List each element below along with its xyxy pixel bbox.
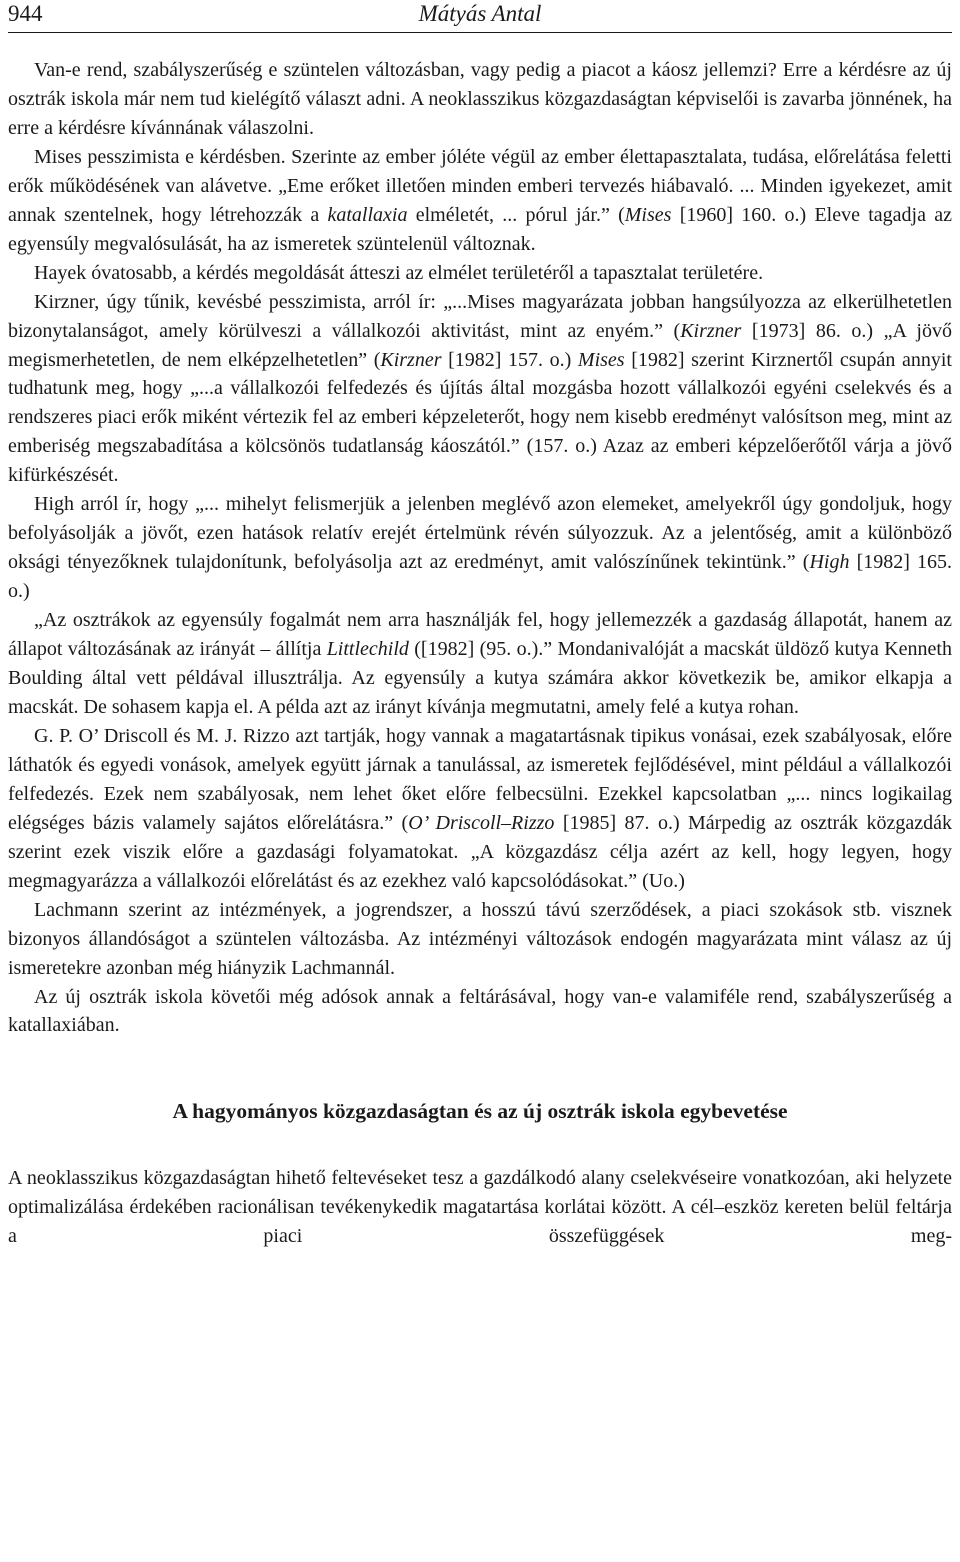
section-spacer [8,1040,952,1097]
citation-author: Mises [624,203,672,226]
citation-author: O’ Driscoll–Rizzo [408,811,555,834]
paragraph-5 [8,490,952,606]
text-run: [1982] szerint Kirznertől csupán annyit tudhatunk meg, hogy „...a vállalkozói felfedezés és újítás által mozgásba hozott vállalkozói egyéni cselekvés és a rendszeres piaci erők miként vértezik fel az emberi képzeleterőt, hogy nem kisebb eredményt valósítson meg, mint az emberiség megszabadítása a kölcsönös tudatlanság káoszától.” (157. o.) Azaz az emberi képzelőerőtől várja a jövő kifürkészését. [8,348,952,487]
paragraph-7 [8,722,952,896]
heading-spacer [8,1126,952,1164]
citation-author: Littlechild [326,638,409,661]
text-run: [1973] 86. o.) „A jövő megismerhetetlen, de nem elképzelhetetlen” ( [8,319,952,371]
section-paragraph-1: A neoklasszikus közgazdaságtan hihető feltevéseket tesz a gazdálkodó alany cselekvéseire vonatkozóan, aki helyzete optimalizálása érdekében racionálisan tevékenykedik magatartása korlátai között. A cél–eszköz kereten belül feltárja a piaci összefüggések meg- [8,1167,952,1248]
page-header [8,0,952,34]
text-run: G. P. O’ Driscoll és M. J. Rizzo azt tartják, hogy vannak a magatartásnak tipikus vonásai, ezek szabályosak, előre láthatók és egyedi vonások, amelyek együtt járnak a tanulással, az ismeretek fejlődésével, mint például a vállalkozói felfedezés. Ezek nem szabályosak, nem lehet őket előre felbecsülni. Ezekkel kapcsolatban „... nincs logikailag elégséges bázis valamely sajátos előrelátásra.” ( [8,724,952,834]
text-run: Kirzner, úgy tűnik, kevésbé pesszimista, arról ír: „...Mises magyarázata jobban hangsúlyozza az elkerülhetetlen bizonytalanságot, amely körülveszi a vállalkozói aktivitást, mint az enyém.” ( [8,290,952,342]
paragraph-9: Az új osztrák iskola követői még adósok annak a feltárásával, hogy van-e valamiféle rend, szabályszerűség a katallaxiában. [8,985,952,1037]
paragraph-8: Lachmann szerint az intézmények, a jogrendszer, a hosszú távú szerződések, a piaci szokások stb. visznek bizonyos állandóságot a szüntelen változásba. Az intézményi változások endogén magyarázata mint válasz az új ismeretekre azonban még hiányzik Lachmannál. [8,898,952,979]
text-run: Mises pesszimista e kérdésben. Szerinte az ember jóléte végül az ember élettapasztalata, tudása, előrelátása feletti erők működésének van alávetve. „Eme erőket illetően minden emberi tervezés hiábavaló. ... Minden igyekezet, amit annak szentelnek, hogy létrehozzák a [8,145,952,226]
running-title: Mátyás Antal [418,1,542,26]
section-heading: A hagyományos közgazdaságtan és az új osztrák iskola egybevetése [172,1099,788,1124]
header-rule [8,32,952,33]
citation-author: Mises [577,348,625,371]
text-run: [1982] 165. o.) [8,551,952,603]
page-number: 944 [8,1,43,26]
paragraph-4 [8,288,952,491]
citation-author: Kirzner [680,319,742,342]
paragraph-2 [8,143,952,259]
text-run: [1982] 157. o.) [441,348,578,371]
paragraph-1: Van-e rend, szabályszerűség e szüntelen változásban, vagy pedig a piacot a káosz jellemzi? Erre a kérdésre az új osztrák iskola már nem tud kielégítő választ adni. A neoklasszikus közgazdaságtan képviselői is zavarba jönnének, ha erre a kérdésre kívánnának válaszolni. [8,59,952,139]
text-run: [1985] 87. o.) Márpedig az osztrák közgazdák szerint ezek viszik előre a gazdasági folyamatokat. „A közgazdász célja azért az kell, hogy legyen, hogy megmagyarázza a vállalkozói előrelátást és az ezekhez való kapcsolódásokat.” (Uo.) [8,811,953,892]
text-run: elméletét, ... pórul jár.” ( [407,203,625,226]
citation-author: High [809,551,850,574]
text-run: High arról ír, hogy „... mihelyt felismerjük a jelenben meglévő azon elemeket, amelyekről úgy gondoljuk, hogy befolyásolják a jövőt, ezen hatások relatív erejét értelmünk révén súlyozzuk. Az a jelentőség, amit a különböző oksági tényezőknek tulajdonítunk, befolyásolja azt az eredményt, amit valószínűnek tekintünk.” ( [8,493,952,574]
text-run: „Az osztrákok az egyensúly fogalmát nem arra használják fel, hogy jellemezzék a gazdaság állapotát, hanem az állapot változásának az irányát – állítja [8,609,952,661]
citation-author: Kirzner [380,348,442,371]
text-run: [1960] 160. o.) Eleve tagadja az egyensúly megvalósulását, ha az ismeretek szüntelenül változnak. [8,203,952,255]
page-body [8,56,952,1251]
italic-term: katallaxia [327,203,408,226]
text-run: ([1982] (95. o.).” Mondanivalóját a macskát üldöző kutya Kenneth Boulding által vett példával illusztrálja. Az egyensúly a kutya számára akkor következik be, amikor elkapja a macskát. De sohasem kapja el. A példa azt az irányt kívánja megmutatni, amely felé a kutya rohan. [8,638,952,718]
paragraph-6 [8,606,952,722]
paragraph-3: Hayek óvatosabb, a kérdés megoldását átteszi az elmélet területéről a tapasztalat területére. [34,261,764,284]
